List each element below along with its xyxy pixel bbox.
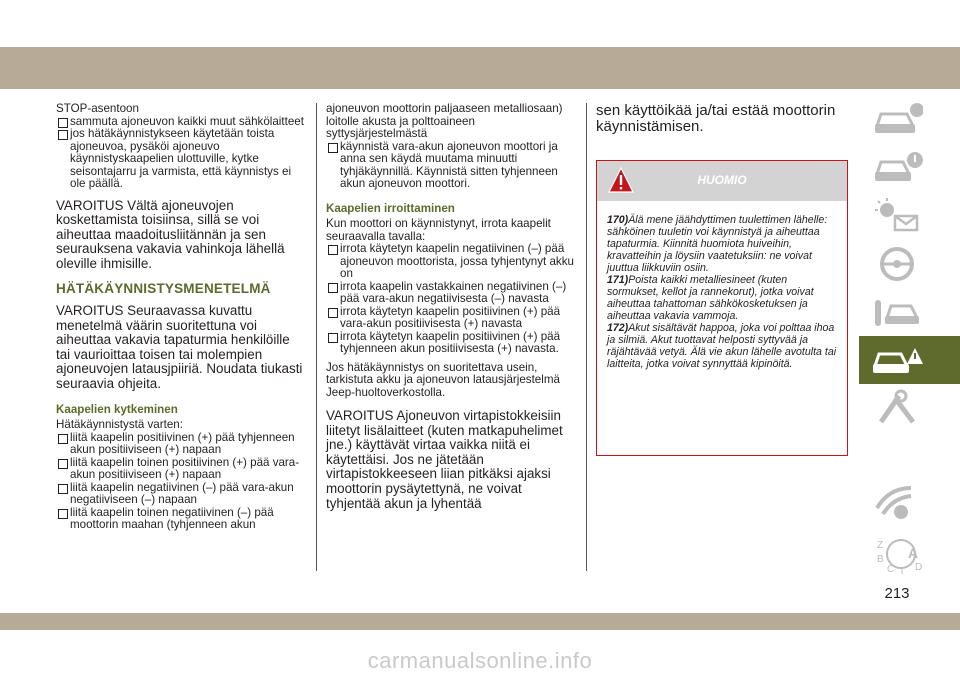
car-alert-icon [871,148,923,188]
bullet-item: jos hätäkäynnistykseen käytetään toista ajoneuvoa, pysäköi ajoneuvo käynnistyskaapelien ulottuville, kytke seisontajarru ja varmista, että käynnistys ei ole päällä. [56,128,306,191]
body-text: Jos hätäkäynnistys on suoritettava usein, tarkistuta akku ja ajoneuvon latausjärjestelmä Jeep-huoltoverkostolla. [326,360,560,399]
index-letter-t: T [899,566,906,576]
sidebar-tab-car-info[interactable] [859,96,960,144]
warning-lights-icon [871,196,923,236]
notice-ref: 171) [607,274,629,286]
index-letter-z: Z [877,540,884,551]
bullet-item: liitä kaapelin positiivinen (+) pää tyhjenneen akun positiiviseen (+) napaan [56,432,306,457]
bullet-item: irrota käytetyn kaapelin positiivinen (+) pää tyhjenneen akun positiivisesta (+) navasta. [326,331,576,356]
notice-text: Älä mene jäähdyttimen tuulettimen lähelle: sähköinen tuuletin voi käynnistyä ja aiheuttaa tapaturmia. Kiinnitä huomiota huiveihin, kravatteihin ja löysiin vaatetuksiin: ne voivat juuttua liikkuviin osiin. [607,214,828,274]
column-divider [586,103,587,571]
section-heading: HÄTÄKÄYNNISTYSMENETELMÄ [56,281,271,297]
notice-ref: 172) [607,322,629,334]
notice-title: HUOMIO [697,173,747,187]
warning-text: VAROITUS Seuraavassa kuvattu menetelmä väärin suoritettuna voi aiheuttaa vakavia tapaturmia henkilöille tai vaurioittaa toisen tai molempien ajoneuvojen latausjpiiriä. Noudata tiukasti seuraavia ohjeita. [56,302,303,391]
notice-item [607,322,841,370]
car-info-icon [871,100,923,140]
warning-text: VAROITUS Ajoneuvon virtapistokkeisiin liitetyt lisälaitteet (kuten matkapuhelimet jne.) käyttävät virtaa vaikka niitä ei käytettäisi. Jos ne jätetään virtapistokkeeseen liian pitkäksi ajaksi moottorin pysäytettynä, ne voivat tyhjentää akun ja lyhentää [326,408,563,511]
text-continued: sen käyttöikää ja/tai estää moottorin käynnistämisen. [596,102,836,135]
sidebar-tab-multimedia[interactable] [859,480,960,528]
notice-text: Poista kaikki metalliesineet (kuten sormukset, kellot ja rannekorut), jotka voivat aiheuttaa tahattoman sähkökosketuksen ja aiheuttaa vakavia vammoja. [607,274,814,322]
notice-body [607,214,841,370]
sidebar-tab-warning-lights[interactable] [859,192,960,240]
notice-ref: 170) [607,214,629,226]
bullet-item: sammuta ajoneuvon kaikki muut sähkölaitteet [56,116,306,129]
sidebar-tab-car-alert[interactable] [859,144,960,192]
subheading: Kaapelien kytkeminen [56,402,178,416]
bottom-band [0,613,960,630]
bullet-item: irrota käytetyn kaapelin positiivinen (+) pää vara-akun positiivisesta (+) navasta [326,306,576,331]
notice-header [597,161,847,201]
watermark: carmanualsonline.info [367,648,593,673]
bullet-item: irrota kaapelin vastakkainen negatiivinen (–) pää vara-akun negatiivisesta (–) navasta [326,281,576,306]
sidebar-tab-index[interactable] [859,528,960,576]
index-icon [871,532,923,576]
column-3 [596,103,848,135]
warning-text: VAROITUS Vältä ajoneuvojen koskettamista toisiinsa, sillä se voi aiheuttaa maadoitusliitännän ja sen seurauksena vakavia vahinkoja lähellä oleville ihmisille. [56,197,285,271]
top-band [0,47,960,89]
index-letter-a: A [908,545,919,561]
bullet-item: irrota käytetyn kaapelin negatiivinen (–) pää ajoneuvon moottorista, jossa tyhjentynyt akku on [326,243,576,281]
page-number: 213 [884,585,910,602]
index-letter-c: C [887,564,895,575]
bullet-item: käynnistä vara-akun ajoneuvon moottori ja anna sen käydä muutama minuutti tyhjäkäynnillä. Käynnistä sitten tyhjenneen akun ajoneuvon moottori. [326,141,576,191]
text-continued: ajoneuvon moottorin paljaaseen metalliosaan) loitolle akusta ja polttoaineen syttysjärjestelmästä [326,102,563,140]
intro-text: Kun moottori on käynnistynyt, irrota kaapelit seuraavalla tavalla: [326,217,551,243]
bullet-item: liitä kaapelin toinen negatiivinen (–) pää moottorin maahan (tyhjenneen akun [56,507,306,532]
index-letter-b: B [877,554,884,565]
bullet-item: liitä kaapelin negatiivinen (–) pää vara-akun negatiiviseen (–) napaan [56,482,306,507]
intro-text: Hätäkäynnistystä varten: [56,418,183,432]
notice-item [607,274,841,322]
notice-item [607,214,841,274]
column-2 [326,103,576,511]
notice-text: Akut sisältävät happoa, joka voi polttaa ihoa ja silmiä. Akut tuottavat helposti syttyvää ja räjähtävää vetyä. Älä vie akun lähelle avotulta tai laitteita, jotka voivat synnyttää kipinöitä. [607,322,837,370]
sidebar-tab-maintenance[interactable] [859,384,960,432]
bullet-item: liitä kaapelin toinen positiivinen (+) pää vara-akun positiiviseen (+) napaan [56,457,306,482]
car-key-icon [871,292,923,332]
sidebar-tab-starting-driving[interactable] [859,288,960,336]
multimedia-icon [871,484,923,524]
column-divider [316,103,317,571]
sidebar-tab-emergency[interactable] [859,336,960,384]
sidebar-tab-safety[interactable] [859,240,960,288]
steering-airbag-icon [871,244,923,284]
column-1 [56,103,306,532]
notice-box [596,160,848,456]
tools-icon [871,388,923,428]
text-stop: STOP-asentoon [56,102,139,115]
index-letter-d: D [915,562,923,573]
subheading: Kaapelien irroittaminen [326,201,455,215]
car-breakdown-icon [871,340,923,380]
